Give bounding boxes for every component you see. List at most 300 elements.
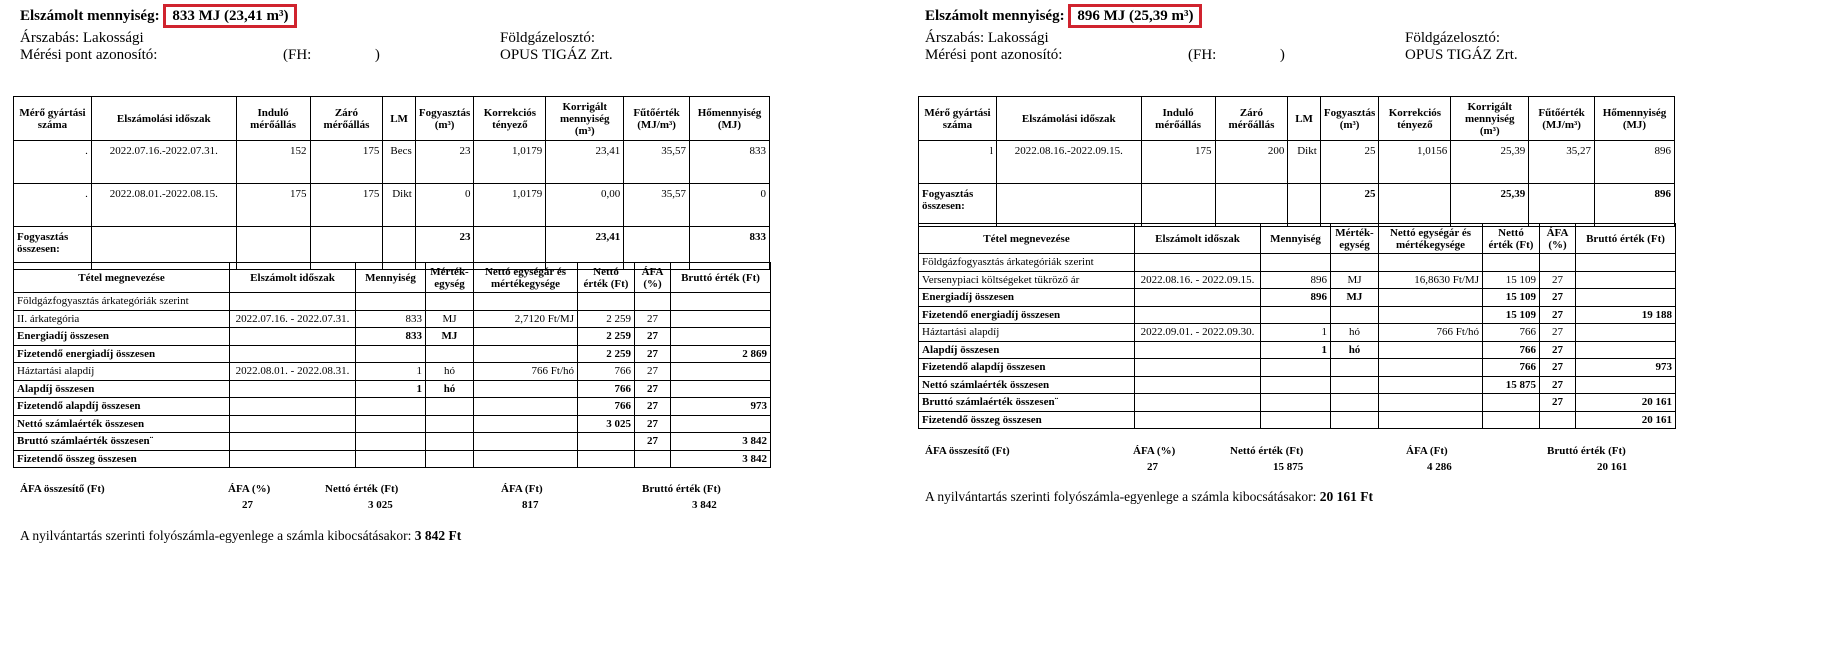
meter-header: Záró mérőállás: [1215, 97, 1288, 141]
item-row: [919, 411, 1676, 429]
item-cell-gross: [671, 363, 771, 381]
item-cell-price: [474, 433, 578, 451]
vat-net-value: 3 025: [368, 499, 393, 511]
item-row: [919, 341, 1676, 359]
item-cell-period: [1135, 376, 1261, 394]
item-cell-net: [578, 293, 635, 311]
vat-gross-header: Bruttó érték (Ft): [642, 483, 721, 495]
item-cell-vat: 27: [635, 310, 671, 328]
item-cell-period: [230, 380, 356, 398]
billed-quantity: [20, 8, 297, 25]
vat-pct-value: 27: [242, 499, 253, 511]
item-cell-vat: [1540, 411, 1576, 429]
vat-pct-header: ÁFA (%): [228, 483, 271, 495]
item-cell-name: Bruttó számlaérték összesen¨: [14, 433, 230, 451]
item-cell-unit: MJ: [426, 328, 474, 346]
tariff: Árszabás: Lakossági: [20, 30, 144, 46]
fh-close: ): [374, 47, 380, 63]
item-cell-unit: MJ: [426, 310, 474, 328]
item-cell-period: [1135, 411, 1261, 429]
billed-quantity: [925, 8, 1202, 25]
item-cell-price: [474, 293, 578, 311]
item-cell-name: Földgázfogyasztás árkategóriák szerint: [919, 254, 1135, 272]
meter-cell-hv: 35,57: [624, 141, 690, 184]
meter-table: [918, 96, 1675, 227]
item-cell-price: [474, 415, 578, 433]
meter-header: Fűtőérték (MJ/m³): [1529, 97, 1595, 141]
meter-total-empty: [1141, 184, 1215, 227]
meter-cell-hv: 35,27: [1529, 141, 1595, 184]
item-row: [919, 359, 1676, 377]
item-header: ÁFA (%): [635, 263, 671, 293]
item-cell-vat: 27: [1540, 289, 1576, 307]
item-cell-unit: [1331, 359, 1379, 377]
meter-cell-start: 152: [236, 141, 310, 184]
item-cell-name: Nettó számlaérték összesen: [14, 415, 230, 433]
item-cell-net: 766: [1483, 341, 1540, 359]
item-cell-qty: [356, 345, 426, 363]
distributor-value: OPUS TIGÁZ Zrt.: [1405, 47, 1518, 63]
vat-gross-header: Bruttó érték (Ft): [1547, 445, 1626, 457]
item-cell-price: [474, 328, 578, 346]
item-cell-vat: 27: [635, 328, 671, 346]
item-cell-qty: [1261, 306, 1331, 324]
item-cell-price: 766 Ft/hó: [474, 363, 578, 381]
item-cell-period: [230, 450, 356, 468]
item-cell-name: Háztartási alapdíj: [919, 324, 1135, 342]
item-cell-price: [1379, 359, 1483, 377]
item-cell-price: [1379, 394, 1483, 412]
meter-cell-no: .: [14, 184, 92, 227]
item-cell-name: Alapdíj összesen: [919, 341, 1135, 359]
item-cell-unit: [426, 398, 474, 416]
item-cell-qty: [1261, 359, 1331, 377]
item-cell-vat: [1540, 254, 1576, 272]
distributor-label: Földgázelosztó:: [1405, 30, 1500, 46]
item-header: Nettó érték (Ft): [578, 263, 635, 293]
item-cell-unit: [1331, 254, 1379, 272]
item-cell-vat: 27: [635, 433, 671, 451]
item-cell-unit: MJ: [1331, 271, 1379, 289]
item-row: [14, 310, 771, 328]
meter-cell-heat: 896: [1594, 141, 1674, 184]
meter-cell-end: 175: [310, 141, 383, 184]
vat-summary-label: ÁFA összesítő (Ft): [20, 483, 105, 495]
billed-value-highlight: 896 MJ (25,39 m³): [1068, 4, 1202, 28]
meter-header: Mérő gyártási száma: [14, 97, 92, 141]
balance-label: A nyilvántartás szerinti folyószámla-egyenlege a számla kibocsátásakor:: [925, 489, 1317, 504]
fh-label: (FH:: [282, 47, 312, 63]
item-cell-vat: [635, 293, 671, 311]
meter-header: Korrigált mennyiség (m³): [1451, 97, 1529, 141]
item-cell-gross: 3 842: [671, 433, 771, 451]
item-cell-qty: [356, 450, 426, 468]
item-cell-vat: 27: [635, 398, 671, 416]
meter-header: Fogyasztás (m³): [1320, 97, 1379, 141]
item-cell-qty: 1: [1261, 324, 1331, 342]
item-cell-qty: [356, 433, 426, 451]
item-cell-vat: 27: [1540, 394, 1576, 412]
meter-cell-corr: 1,0179: [474, 184, 546, 227]
item-cell-period: [1135, 341, 1261, 359]
item-row: [14, 450, 771, 468]
item-cell-gross: 973: [671, 398, 771, 416]
account-balance: [20, 528, 461, 544]
item-cell-price: 2,7120 Ft/MJ: [474, 310, 578, 328]
item-cell-period: [230, 415, 356, 433]
item-cell-name: Nettó számlaérték összesen: [919, 376, 1135, 394]
item-cell-period: [1135, 359, 1261, 377]
item-cell-net: [1483, 411, 1540, 429]
distributor-value: OPUS TIGÁZ Zrt.: [500, 47, 613, 63]
item-row: [14, 363, 771, 381]
item-header: Nettó érték (Ft): [1483, 224, 1540, 254]
item-cell-price: [1379, 411, 1483, 429]
item-header: Nettó egységár és mértékegysége: [1379, 224, 1483, 254]
meter-cell-end: 200: [1215, 141, 1288, 184]
item-cell-period: [1135, 289, 1261, 307]
item-cell-gross: [671, 293, 771, 311]
item-cell-name: Alapdíj összesen: [14, 380, 230, 398]
item-cell-net: 766: [578, 398, 635, 416]
vat-gross-value: 20 161: [1597, 461, 1628, 473]
item-cell-vat: 27: [1540, 324, 1576, 342]
item-cell-net: [1483, 254, 1540, 272]
item-cell-gross: [671, 415, 771, 433]
meter-table: [13, 96, 770, 270]
meter-cell-period: 2022.07.16.-2022.07.31.: [91, 141, 236, 184]
meter-cell-lm: Becs: [383, 141, 415, 184]
item-cell-name: Fizetendő összeg összesen: [919, 411, 1135, 429]
meter-cell-lm: Dikt: [1288, 141, 1320, 184]
metering-point-label: Mérési pont azonosító:: [925, 47, 1063, 63]
item-cell-net: [578, 450, 635, 468]
item-cell-net: 2 259: [578, 345, 635, 363]
item-cell-net: 2 259: [578, 328, 635, 346]
meter-cell-cons: 23: [415, 141, 474, 184]
item-cell-gross: [671, 328, 771, 346]
meter-header: Elszámolási időszak: [996, 97, 1141, 141]
item-cell-qty: [356, 415, 426, 433]
meter-cell-corrq: 0,00: [546, 184, 624, 227]
vat-summary: [925, 445, 1685, 475]
item-cell-price: [1379, 306, 1483, 324]
meter-total-cons: 23: [415, 227, 474, 270]
item-cell-name: Fizetendő alapdíj összesen: [14, 398, 230, 416]
vat-vat-header: ÁFA (Ft): [1406, 445, 1448, 457]
item-cell-net: 15 109: [1483, 306, 1540, 324]
item-header: Tétel megnevezése: [919, 224, 1135, 254]
item-cell-period: [1135, 394, 1261, 412]
meter-cell-heat: 833: [689, 141, 769, 184]
item-row: [14, 345, 771, 363]
meter-cell-corr: 1,0179: [474, 141, 546, 184]
item-cell-gross: 20 161: [1576, 394, 1676, 412]
meter-cell-corr: 1,0156: [1379, 141, 1451, 184]
item-cell-net: 766: [1483, 359, 1540, 377]
item-header: Nettó egységár és mértékegysége: [474, 263, 578, 293]
item-row: [919, 376, 1676, 394]
item-cell-unit: [426, 345, 474, 363]
item-cell-name: Háztartási alapdíj: [14, 363, 230, 381]
item-cell-price: [1379, 254, 1483, 272]
meter-cell-period: 2022.08.16.-2022.09.15.: [996, 141, 1141, 184]
item-header: Mennyiség: [356, 263, 426, 293]
item-cell-price: [1379, 376, 1483, 394]
item-cell-price: [474, 398, 578, 416]
item-cell-gross: [671, 310, 771, 328]
item-cell-gross: 973: [1576, 359, 1676, 377]
item-cell-net: 15 109: [1483, 271, 1540, 289]
meter-total-row: [919, 184, 1675, 227]
balance-value: 3 842 Ft: [414, 528, 462, 543]
item-cell-net: 15 875: [1483, 376, 1540, 394]
meter-total-cons: 25: [1320, 184, 1379, 227]
vat-summary: [20, 483, 780, 513]
item-cell-vat: 27: [1540, 376, 1576, 394]
item-cell-name: Fizetendő energiadíj összesen: [919, 306, 1135, 324]
meter-total-corrq: 25,39: [1451, 184, 1529, 227]
meter-cell-no: l: [919, 141, 997, 184]
item-cell-period: 2022.07.16. - 2022.07.31.: [230, 310, 356, 328]
item-cell-period: 2022.08.16. - 2022.09.15.: [1135, 271, 1261, 289]
meter-header: Induló mérőállás: [1141, 97, 1215, 141]
item-row: [919, 289, 1676, 307]
item-cell-net: [578, 433, 635, 451]
meter-header: Záró mérőállás: [310, 97, 383, 141]
tariff: Árszabás: Lakossági: [925, 30, 1049, 46]
billed-value-highlight: 833 MJ (23,41 m³): [163, 4, 297, 28]
item-cell-net: 3 025: [578, 415, 635, 433]
item-cell-net: [1483, 394, 1540, 412]
meter-cell-hv: 35,57: [624, 184, 690, 227]
item-cell-unit: [426, 433, 474, 451]
item-row: [919, 394, 1676, 412]
meter-cell-period: 2022.08.01.-2022.08.15.: [91, 184, 236, 227]
meter-total-empty: [1529, 184, 1595, 227]
item-header: Tétel megnevezése: [14, 263, 230, 293]
meter-total-corrq: 23,41: [546, 227, 624, 270]
item-header: Bruttó érték (Ft): [1576, 224, 1676, 254]
meter-header: Induló mérőállás: [236, 97, 310, 141]
item-cell-qty: [356, 398, 426, 416]
meter-total-empty: [1215, 184, 1288, 227]
meter-cell-cons: 25: [1320, 141, 1379, 184]
item-cell-period: [230, 398, 356, 416]
meter-header: Hőmennyiség (MJ): [1594, 97, 1674, 141]
item-header: Mennyiség: [1261, 224, 1331, 254]
item-cell-name: Fizetendő alapdíj összesen: [919, 359, 1135, 377]
item-cell-vat: 27: [635, 380, 671, 398]
meter-header: LM: [383, 97, 415, 141]
item-cell-vat: 27: [1540, 359, 1576, 377]
item-cell-qty: [356, 293, 426, 311]
item-cell-period: [230, 345, 356, 363]
item-row: [919, 254, 1676, 272]
meter-total-empty: [1379, 184, 1451, 227]
meter-total-heat: 896: [1594, 184, 1674, 227]
item-cell-net: 2 259: [578, 310, 635, 328]
item-cell-vat: 27: [635, 415, 671, 433]
item-cell-net: 766: [578, 380, 635, 398]
item-cell-gross: 3 842: [671, 450, 771, 468]
fh-label: (FH:: [1187, 47, 1217, 63]
item-cell-qty: 896: [1261, 289, 1331, 307]
item-cell-price: [474, 345, 578, 363]
item-cell-net: 766: [1483, 324, 1540, 342]
meter-total-label: Fogyasztás összesen:: [919, 184, 997, 227]
item-cell-qty: 833: [356, 328, 426, 346]
item-cell-name: Versenypiaci költségeket tükröző ár: [919, 271, 1135, 289]
item-cell-unit: hó: [1331, 341, 1379, 359]
meter-total-heat: 833: [689, 227, 769, 270]
meter-row: [14, 141, 770, 184]
meter-cell-start: 175: [236, 184, 310, 227]
items-table: [918, 223, 1676, 429]
meter-row: [14, 184, 770, 227]
meter-header: Korrigált mennyiség (m³): [546, 97, 624, 141]
vat-vat-value: 817: [522, 499, 539, 511]
item-cell-gross: [1576, 271, 1676, 289]
item-cell-unit: [426, 450, 474, 468]
meter-cell-no: .: [14, 141, 92, 184]
item-cell-gross: [1576, 376, 1676, 394]
meter-total-label: Fogyasztás összesen:: [14, 227, 92, 270]
meter-header: Fűtőérték (MJ/m³): [624, 97, 690, 141]
item-row: [14, 433, 771, 451]
item-row: [14, 293, 771, 311]
item-cell-unit: [426, 293, 474, 311]
item-header: Mérték-egység: [1331, 224, 1379, 254]
meter-cell-heat: 0: [689, 184, 769, 227]
item-row: [919, 306, 1676, 324]
item-row: [919, 271, 1676, 289]
meter-cell-corrq: 25,39: [1451, 141, 1529, 184]
item-cell-vat: 27: [1540, 306, 1576, 324]
item-cell-gross: 19 188: [1576, 306, 1676, 324]
item-cell-period: [230, 433, 356, 451]
item-row: [919, 324, 1676, 342]
item-cell-unit: hó: [426, 380, 474, 398]
meter-row: [919, 141, 1675, 184]
item-cell-qty: [1261, 411, 1331, 429]
fh-close: ): [1279, 47, 1285, 63]
vat-pct-value: 27: [1147, 461, 1158, 473]
item-cell-qty: 833: [356, 310, 426, 328]
item-cell-gross: [1576, 254, 1676, 272]
item-cell-name: Energiadíj összesen: [14, 328, 230, 346]
meter-cell-start: 175: [1141, 141, 1215, 184]
item-row: [14, 328, 771, 346]
item-cell-qty: [1261, 376, 1331, 394]
vat-net-header: Nettó érték (Ft): [325, 483, 399, 495]
item-cell-net: 15 109: [1483, 289, 1540, 307]
item-cell-unit: hó: [1331, 324, 1379, 342]
item-header: Elszámolt időszak: [1135, 224, 1261, 254]
item-cell-name: Bruttó számlaérték összesen¨: [919, 394, 1135, 412]
item-header: ÁFA (%): [1540, 224, 1576, 254]
item-cell-unit: [1331, 394, 1379, 412]
meter-total-empty: [1288, 184, 1320, 227]
meter-header: Hőmennyiség (MJ): [689, 97, 769, 141]
balance-value: 20 161 Ft: [1319, 489, 1373, 504]
item-cell-name: II. árkategória: [14, 310, 230, 328]
item-cell-price: [474, 450, 578, 468]
vat-vat-value: 4 286: [1427, 461, 1452, 473]
item-cell-qty: 1: [356, 363, 426, 381]
item-cell-unit: [1331, 306, 1379, 324]
meter-total-empty: [996, 184, 1141, 227]
item-cell-price: [1379, 289, 1483, 307]
item-cell-name: Földgázfogyasztás árkategóriák szerint: [14, 293, 230, 311]
vat-net-value: 15 875: [1273, 461, 1304, 473]
meter-header: Mérő gyártási száma: [919, 97, 997, 141]
item-row: [14, 380, 771, 398]
meter-cell-end: 175: [310, 184, 383, 227]
item-row: [14, 398, 771, 416]
item-cell-price: [474, 380, 578, 398]
item-cell-qty: 1: [356, 380, 426, 398]
item-cell-price: [1379, 341, 1483, 359]
item-cell-price: 766 Ft/hó: [1379, 324, 1483, 342]
item-cell-period: 2022.09.01. - 2022.09.30.: [1135, 324, 1261, 342]
item-cell-vat: 27: [1540, 271, 1576, 289]
vat-vat-header: ÁFA (Ft): [501, 483, 543, 495]
item-cell-gross: [1576, 341, 1676, 359]
item-cell-vat: 27: [635, 345, 671, 363]
item-cell-qty: [1261, 254, 1331, 272]
item-cell-unit: hó: [426, 363, 474, 381]
vat-gross-value: 3 842: [692, 499, 717, 511]
item-cell-net: 766: [578, 363, 635, 381]
metering-point: [20, 47, 380, 64]
item-cell-period: [230, 293, 356, 311]
item-cell-vat: [635, 450, 671, 468]
meter-header: LM: [1288, 97, 1320, 141]
balance-label: A nyilvántartás szerinti folyószámla-egyenlege a számla kibocsátásakor:: [20, 528, 412, 543]
item-cell-gross: [671, 380, 771, 398]
distributor-label: Földgázelosztó:: [500, 30, 595, 46]
meter-cell-lm: Dikt: [383, 184, 415, 227]
meter-header: Elszámolási időszak: [91, 97, 236, 141]
meter-cell-cons: 0: [415, 184, 474, 227]
item-cell-unit: MJ: [1331, 289, 1379, 307]
item-header: Mérték-egység: [426, 263, 474, 293]
item-cell-unit: [426, 415, 474, 433]
item-cell-gross: 2 869: [671, 345, 771, 363]
item-cell-qty: 1: [1261, 341, 1331, 359]
item-cell-name: Fizetendő energiadíj összesen: [14, 345, 230, 363]
vat-net-header: Nettó érték (Ft): [1230, 445, 1304, 457]
vat-summary-label: ÁFA összesítő (Ft): [925, 445, 1010, 457]
meter-header: Korrekciós tényező: [474, 97, 546, 141]
items-table: [13, 262, 771, 468]
item-row: [14, 415, 771, 433]
item-cell-period: [230, 328, 356, 346]
meter-header: Korrekciós tényező: [1379, 97, 1451, 141]
item-cell-vat: 27: [635, 363, 671, 381]
item-cell-name: Energiadíj összesen: [919, 289, 1135, 307]
meter-cell-corrq: 23,41: [546, 141, 624, 184]
item-cell-gross: [1576, 324, 1676, 342]
item-cell-gross: [1576, 289, 1676, 307]
item-header: Elszámolt időszak: [230, 263, 356, 293]
billed-label: Elszámolt mennyiség:: [925, 8, 1065, 24]
item-cell-unit: [1331, 411, 1379, 429]
item-cell-period: [1135, 306, 1261, 324]
item-cell-period: [1135, 254, 1261, 272]
item-cell-price: 16,8630 Ft/MJ: [1379, 271, 1483, 289]
